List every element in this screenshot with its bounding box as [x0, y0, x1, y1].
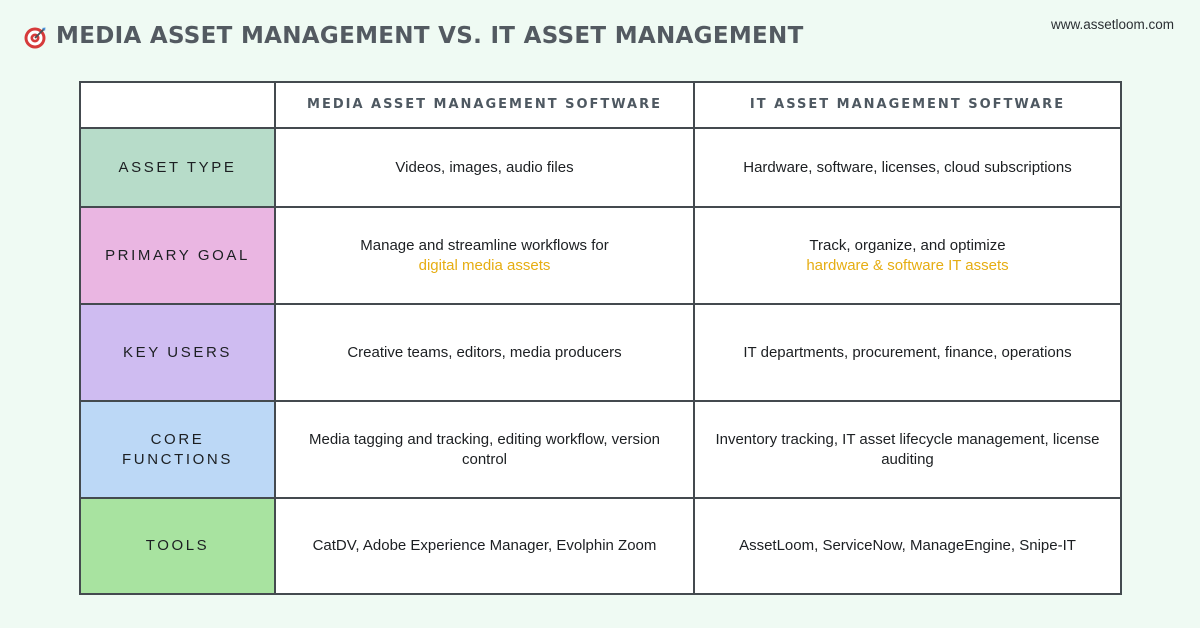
cell-media-tools: CatDV, Adobe Experience Manager, Evolphin Zoom — [275, 498, 694, 594]
table-header-row — [80, 82, 1121, 128]
table-row — [80, 128, 1121, 207]
table-row — [80, 304, 1121, 401]
highlight-text: hardware & software IT assets — [806, 256, 1009, 274]
row-label-tools: TOOLS — [80, 498, 275, 594]
table-row — [80, 498, 1121, 594]
cell-media-key-users: Creative teams, editors, media producers — [275, 304, 694, 401]
page-title: MEDIA ASSET MANAGEMENT VS. IT ASSET MANAGEMENT — [56, 23, 804, 49]
cell-text: Track, organize, and optimize — [809, 236, 1006, 254]
highlight-text: digital media assets — [418, 256, 551, 274]
cell-it-tools: AssetLoom, ServiceNow, ManageEngine, Snipe-IT — [694, 498, 1121, 594]
comparison-table — [79, 81, 1122, 595]
cell-media-core-functions: Media tagging and tracking, editing workflow, version control — [275, 401, 694, 498]
table-row — [80, 401, 1121, 498]
cell-it-key-users: IT departments, procurement, finance, operations — [694, 304, 1121, 401]
row-label-asset-type: ASSET TYPE — [80, 128, 275, 207]
row-label-primary-goal: PRIMARY GOAL — [80, 207, 275, 304]
cell-media-primary-goal — [275, 207, 694, 304]
cell-text: Manage and streamline workflows for — [360, 236, 609, 254]
target-icon — [23, 26, 47, 50]
cell-it-asset-type: Hardware, software, licenses, cloud subscriptions — [694, 128, 1121, 207]
column-header-it: IT ASSET MANAGEMENT SOFTWARE — [694, 82, 1121, 128]
cell-media-asset-type: Videos, images, audio files — [275, 128, 694, 207]
row-label-core-functions: CORE FUNCTIONS — [80, 401, 275, 498]
header-corner-cell — [80, 82, 275, 128]
column-header-media: MEDIA ASSET MANAGEMENT SOFTWARE — [275, 82, 694, 128]
cell-it-primary-goal — [694, 207, 1121, 304]
row-label-key-users: KEY USERS — [80, 304, 275, 401]
website-url: www.assetloom.com — [1050, 17, 1174, 32]
cell-it-core-functions: Inventory tracking, IT asset lifecycle management, license auditing — [694, 401, 1121, 498]
table-row — [80, 207, 1121, 304]
